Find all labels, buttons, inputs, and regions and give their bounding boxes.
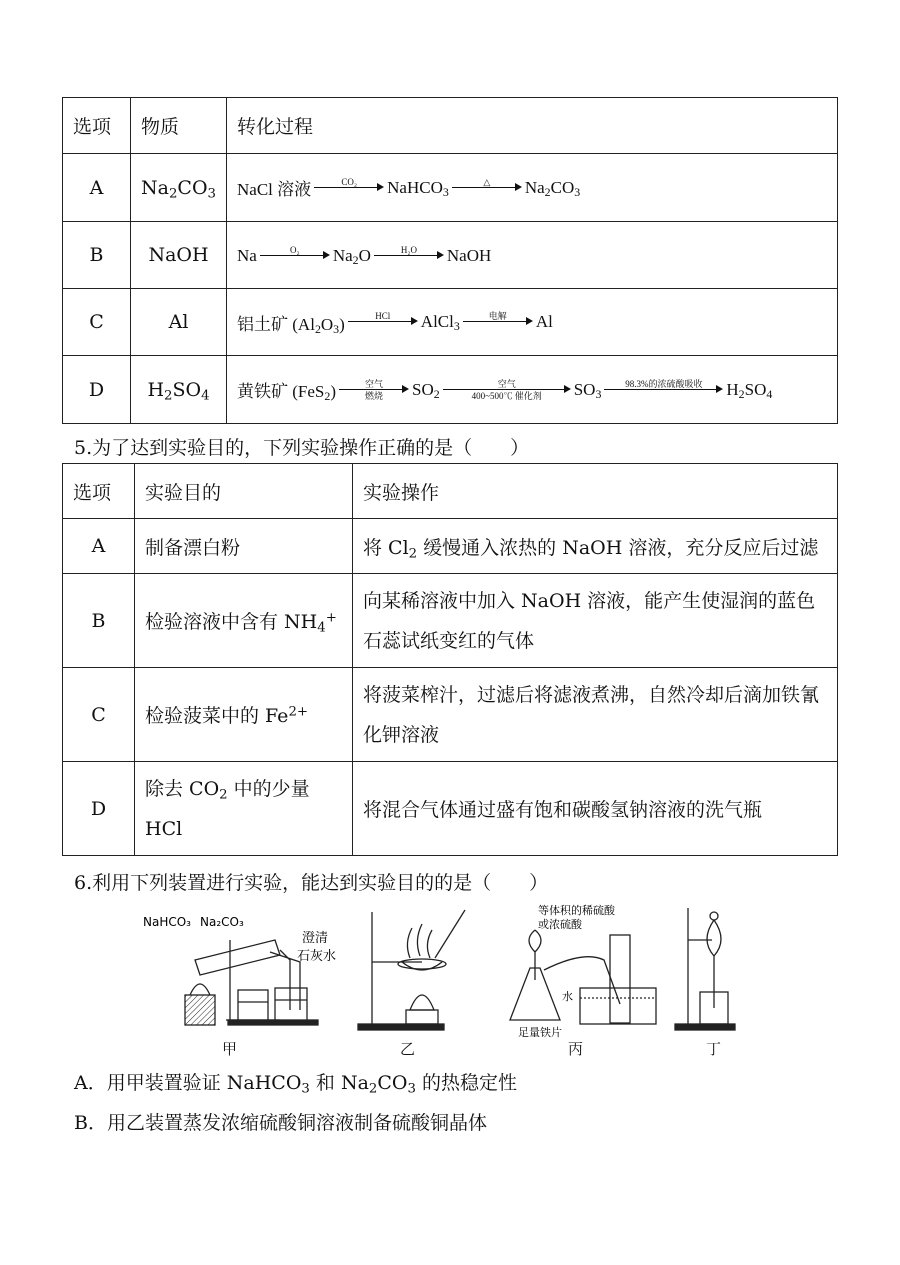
arrow-condition-top: 电解 xyxy=(488,311,507,321)
label-na2co3: Na₂CO₃ xyxy=(200,915,244,929)
label-acid-2: 或浓硫酸 xyxy=(538,918,582,931)
reaction-arrow xyxy=(374,245,444,267)
arrow-condition-top: HCl xyxy=(375,311,391,321)
option-cell: B xyxy=(63,574,135,668)
apparatus-yi xyxy=(358,910,465,1030)
reaction-sequence xyxy=(237,377,772,402)
operation-cell: 将菠菜榨汁，过滤后将滤液煮沸，自然冷却后滴加铁氰化钾溶液 xyxy=(353,668,838,762)
arrow-condition-top: 空气 xyxy=(497,378,516,389)
process-cell xyxy=(227,154,838,222)
table-row xyxy=(63,574,838,668)
substance-cell: NaOH xyxy=(131,222,227,289)
caption-bing: 丙 xyxy=(568,1040,584,1058)
label-iron: 足量铁片 xyxy=(518,1026,562,1039)
operation-cell: 将 $Cl_2$ 缓慢通入浓热的 NaOH 溶液，充分反应后过滤 xyxy=(353,519,838,574)
label-water: 水 xyxy=(562,990,573,1003)
reaction-arrow xyxy=(604,379,723,401)
arrow-condition-top: CO₂ xyxy=(341,176,357,187)
reaction-species: $Na_2O$ xyxy=(332,245,371,267)
table-row xyxy=(63,356,838,424)
option-cell: A xyxy=(63,519,135,574)
option-cell: D xyxy=(63,762,135,856)
header-option: 选项 xyxy=(63,464,135,519)
question-5-stem: 5.为了达到实验目的，下列实验操作正确的是（ ） xyxy=(74,437,530,459)
reaction-species: Na xyxy=(237,245,257,265)
option-cell: A xyxy=(63,154,131,222)
arrow-condition-bottom: 燃烧 xyxy=(365,390,384,401)
conversion-table xyxy=(62,97,838,424)
question-6-stem: 6.利用下列装置进行实验，能达到实验目的的是（ ） xyxy=(74,872,549,894)
arrow-condition-top: H₂O xyxy=(400,244,417,255)
header-goal: 实验目的 xyxy=(135,464,353,519)
process-cell xyxy=(227,356,838,424)
process-cell xyxy=(227,222,838,289)
option-b: B．用乙装置蒸发浓缩硫酸铜溶液制备硫酸铜晶体 xyxy=(74,1112,487,1134)
reaction-arrow xyxy=(260,245,330,267)
header-process: 转化过程 xyxy=(227,98,838,154)
reaction-arrow xyxy=(452,177,522,199)
arrow-condition-top: △ xyxy=(483,176,491,187)
label-nahco3: NaHCO₃ xyxy=(143,915,191,929)
reaction-sequence xyxy=(237,245,491,267)
substance-cell: $H_2SO_4$ xyxy=(131,356,227,424)
option-cell: D xyxy=(63,356,131,424)
option-cell: C xyxy=(63,289,131,356)
table-header-row xyxy=(63,98,838,154)
reaction-species: 黄铁矿 (FeS$_2$) xyxy=(237,382,337,403)
operation-cell: 向某稀溶液中加入 NaOH 溶液，能产生使湿润的蓝色石蕊试纸变红的气体 xyxy=(353,574,838,668)
reaction-sequence xyxy=(237,175,580,200)
caption-yi: 乙 xyxy=(400,1040,416,1058)
apparatus-ding xyxy=(675,908,735,1030)
arrow-condition-top: 空气 xyxy=(365,378,384,389)
table-row xyxy=(63,519,838,574)
table-row xyxy=(63,289,838,356)
table-header-row xyxy=(63,464,838,519)
caption-ding: 丁 xyxy=(706,1040,722,1058)
header-substance: 物质 xyxy=(131,98,227,154)
option-cell: B xyxy=(63,222,131,289)
goal-cell: 检验溶液中含有 $NH_4^+$ xyxy=(135,574,353,668)
reaction-species: $SO_3$ xyxy=(573,379,602,401)
caption-jia: 甲 xyxy=(222,1040,238,1058)
table-row xyxy=(63,762,838,856)
header-option: 选项 xyxy=(63,98,131,154)
option-a: A．用甲装置验证 NaHCO$_3$ 和 $Na_2CO_3$ 的热稳定性 xyxy=(74,1072,518,1097)
reaction-species: AlCl$_3$ xyxy=(420,312,460,333)
reaction-arrow xyxy=(463,311,533,333)
arrow-condition-top: 98.3%的浓硫酸吸收 xyxy=(625,378,703,389)
goal-cell: 制备漂白粉 xyxy=(135,519,353,574)
label-limewater-1: 澄清 xyxy=(302,931,329,946)
reaction-species: NaOH xyxy=(446,245,492,265)
table-row xyxy=(63,222,838,289)
apparatus-figure xyxy=(140,900,760,1060)
experiment-table xyxy=(62,463,838,856)
reaction-arrow xyxy=(314,177,384,199)
reaction-species: $SO_2$ xyxy=(412,379,440,401)
reaction-species: $H_2SO_4$ xyxy=(726,379,773,401)
label-limewater-2: 石灰水 xyxy=(297,949,337,964)
arrow-condition-bottom: 400~500℃ 催化剂 xyxy=(471,390,542,401)
substance-cell: Al xyxy=(131,289,227,356)
apparatus-bing xyxy=(510,930,656,1024)
table-row xyxy=(63,154,838,222)
goal-cell: 检验菠菜中的 $Fe^{2+}$ xyxy=(135,668,353,762)
process-cell xyxy=(227,289,838,356)
option-cell: C xyxy=(63,668,135,762)
reaction-arrow xyxy=(348,311,418,333)
reaction-species: $Na_2CO_3$ xyxy=(524,177,581,199)
goal-cell: 除去 $CO_2$ 中的少量 HCl xyxy=(135,762,353,856)
header-operation: 实验操作 xyxy=(353,464,838,519)
reaction-arrow xyxy=(339,379,409,401)
label-acid-1: 等体积的稀硫酸 xyxy=(538,904,615,917)
reaction-arrow xyxy=(443,379,571,401)
reaction-species: Al xyxy=(535,312,553,331)
table-row xyxy=(63,668,838,762)
operation-cell: 将混合气体通过盛有饱和碳酸氢钠溶液的洗气瓶 xyxy=(353,762,838,856)
arrow-condition-top: O₂ xyxy=(290,244,300,255)
substance-cell: $Na_2CO_3$ xyxy=(131,154,227,222)
reaction-species: 铝土矿 $(Al_2O_3)$ xyxy=(237,314,345,336)
reaction-species: NaHCO$_3$ xyxy=(387,177,449,199)
reaction-species: NaCl 溶液 xyxy=(237,180,312,199)
reaction-sequence xyxy=(237,310,553,335)
